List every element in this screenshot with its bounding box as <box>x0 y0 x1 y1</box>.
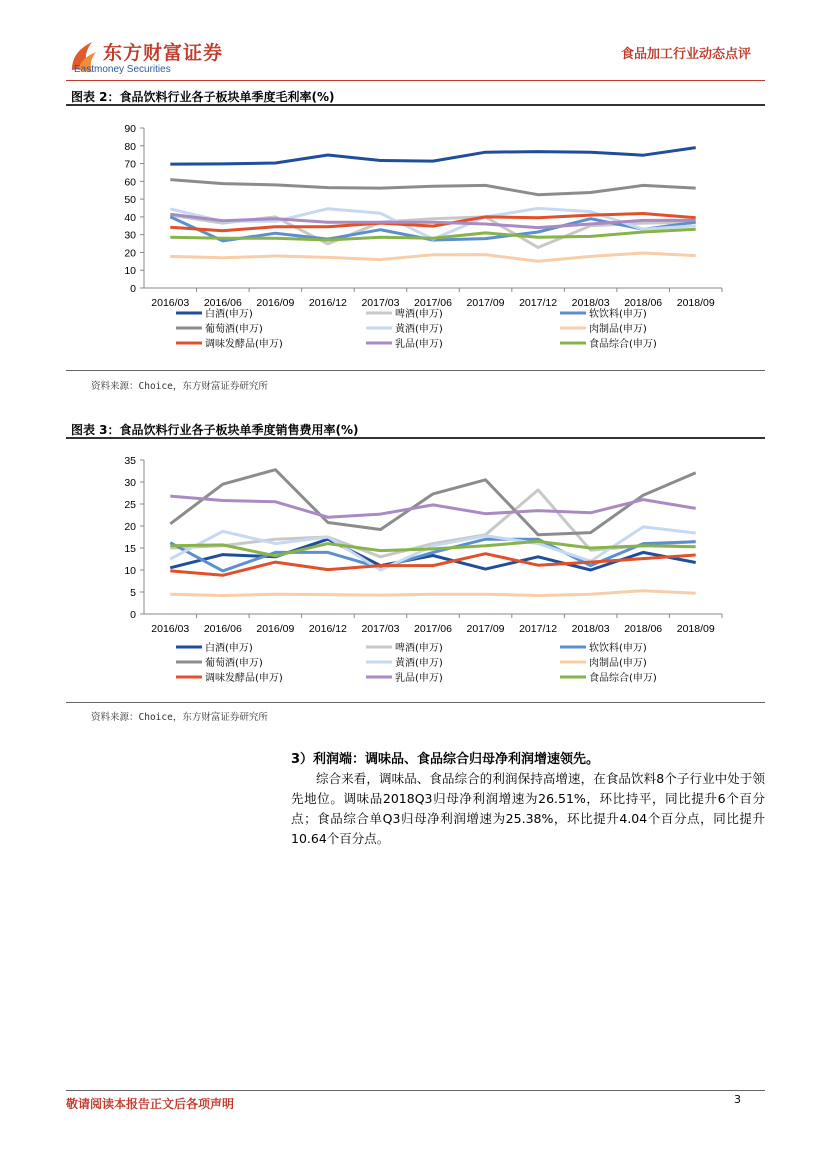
x-tick-label: 2017/06 <box>414 297 452 309</box>
legend-label: 食品综合(申万) <box>589 339 657 350</box>
y-tick-label: 40 <box>124 211 136 224</box>
y-tick-label: 30 <box>124 229 136 242</box>
x-tick-label: 2017/09 <box>466 297 505 309</box>
legend-label: 肉制品(申万) <box>589 324 647 335</box>
legend-label: 软饮料(申万) <box>589 309 647 320</box>
section-heading: 3）利润端：调味品、食品综合归母净利润增速领先。 <box>291 752 600 767</box>
x-tick-label: 2016/06 <box>203 623 242 635</box>
legend-label: 葡萄酒(申万) <box>205 324 263 335</box>
y-tick-label: 30 <box>124 477 136 489</box>
y-tick-label: 0 <box>130 283 136 295</box>
x-tick-label: 2017/09 <box>466 623 505 635</box>
header-divider <box>66 80 765 81</box>
series-line <box>170 180 695 195</box>
x-tick-label: 2018/09 <box>676 297 715 309</box>
y-tick-label: 35 <box>124 455 136 467</box>
figure-2-bottom-rule <box>66 370 765 371</box>
x-tick-label: 2018/09 <box>676 623 715 635</box>
figure-3-source: 资料来源：Choice，东方财富证券研究所 <box>91 712 268 723</box>
y-tick-label: 10 <box>124 565 136 577</box>
footer-divider <box>66 1090 765 1091</box>
x-tick-label: 2016/09 <box>256 297 295 309</box>
legend-label: 乳品(申万) <box>395 673 443 684</box>
x-tick-label: 2016/09 <box>256 623 295 635</box>
legend-label: 啤酒(申万) <box>395 309 443 320</box>
y-tick-label: 50 <box>124 194 136 207</box>
legend-label: 白酒(申万) <box>205 643 253 654</box>
x-tick-label: 2018/06 <box>624 623 663 635</box>
y-tick-label: 25 <box>124 499 136 511</box>
x-tick-label: 2016/03 <box>151 623 190 635</box>
y-tick-label: 20 <box>124 521 136 533</box>
y-tick-label: 20 <box>124 247 136 260</box>
figure-3-title: 图表 3：食品饮料行业各子板块单季度销售费用率(%) <box>71 423 359 437</box>
gross-margin-chart <box>66 110 765 360</box>
x-tick-label: 2017/03 <box>361 297 400 309</box>
y-tick-label: 90 <box>124 123 136 135</box>
series-line <box>170 253 695 261</box>
selling-expense-chart <box>66 444 765 694</box>
page-number: 3 <box>734 1093 741 1106</box>
figure-2-top-rule <box>66 104 765 106</box>
x-tick-label: 2018/03 <box>571 297 610 309</box>
body-paragraph: 综合来看，调味品、食品综合的利润保持高增速，在食品饮料8个子行业中处于领先地位。调味品2018Q3归母净利润增速为26.51%，环比持平，同比提升6个百分点；食品综合单Q3归母净利润增速为25.38%，环比提升4.04个百分点，同比提升10.64个百分点。 <box>291 771 765 846</box>
y-tick-label: 0 <box>130 609 136 621</box>
figure-3-bottom-rule <box>66 702 765 703</box>
y-tick-label: 60 <box>124 176 136 189</box>
figure-2-title: 图表 2：食品饮料行业各子板块单季度毛利率(%) <box>71 90 335 104</box>
y-tick-label: 70 <box>124 158 136 171</box>
x-tick-label: 2017/06 <box>414 623 452 635</box>
x-tick-label: 2016/12 <box>308 297 347 309</box>
legend-label: 软饮料(申万) <box>589 643 647 654</box>
x-tick-label: 2016/03 <box>151 297 190 309</box>
report-type-label: 食品加工行业动态点评 <box>620 47 751 62</box>
legend-label: 乳品(申万) <box>395 339 443 350</box>
logo-english-name: Eastmoney Securities <box>74 64 171 75</box>
x-tick-label: 2017/12 <box>519 623 558 635</box>
figure-2-source: 资料来源：Choice，东方财富证券研究所 <box>91 381 268 392</box>
y-tick-label: 80 <box>124 140 136 153</box>
legend-label: 葡萄酒(申万) <box>205 658 263 669</box>
legend-label: 啤酒(申万) <box>395 643 443 654</box>
legend-label: 黄酒(申万) <box>395 658 443 669</box>
disclaimer-note: 敬请阅读本报告正文后各项声明 <box>66 1097 235 1111</box>
series-line <box>170 148 695 165</box>
y-tick-label: 5 <box>130 587 136 599</box>
x-tick-label: 2016/06 <box>203 297 242 309</box>
x-tick-label: 2018/03 <box>571 623 610 635</box>
legend-label: 调味发酵品(申万) <box>205 673 283 684</box>
x-tick-label: 2017/03 <box>361 623 400 635</box>
x-tick-label: 2016/12 <box>308 623 347 635</box>
figure-3-top-rule <box>66 437 765 439</box>
legend-label: 白酒(申万) <box>205 309 253 320</box>
logo-chinese-name: 东方财富证券 <box>103 42 224 64</box>
series-line <box>170 591 695 596</box>
legend-label: 食品综合(申万) <box>589 673 657 684</box>
series-line <box>170 229 695 240</box>
legend-label: 肉制品(申万) <box>589 658 647 669</box>
legend-label: 调味发酵品(申万) <box>205 339 283 350</box>
y-tick-label: 15 <box>124 543 136 555</box>
y-tick-label: 10 <box>124 265 136 278</box>
x-tick-label: 2018/06 <box>624 297 663 309</box>
x-tick-label: 2017/12 <box>519 297 558 309</box>
legend-label: 黄酒(申万) <box>395 324 443 335</box>
